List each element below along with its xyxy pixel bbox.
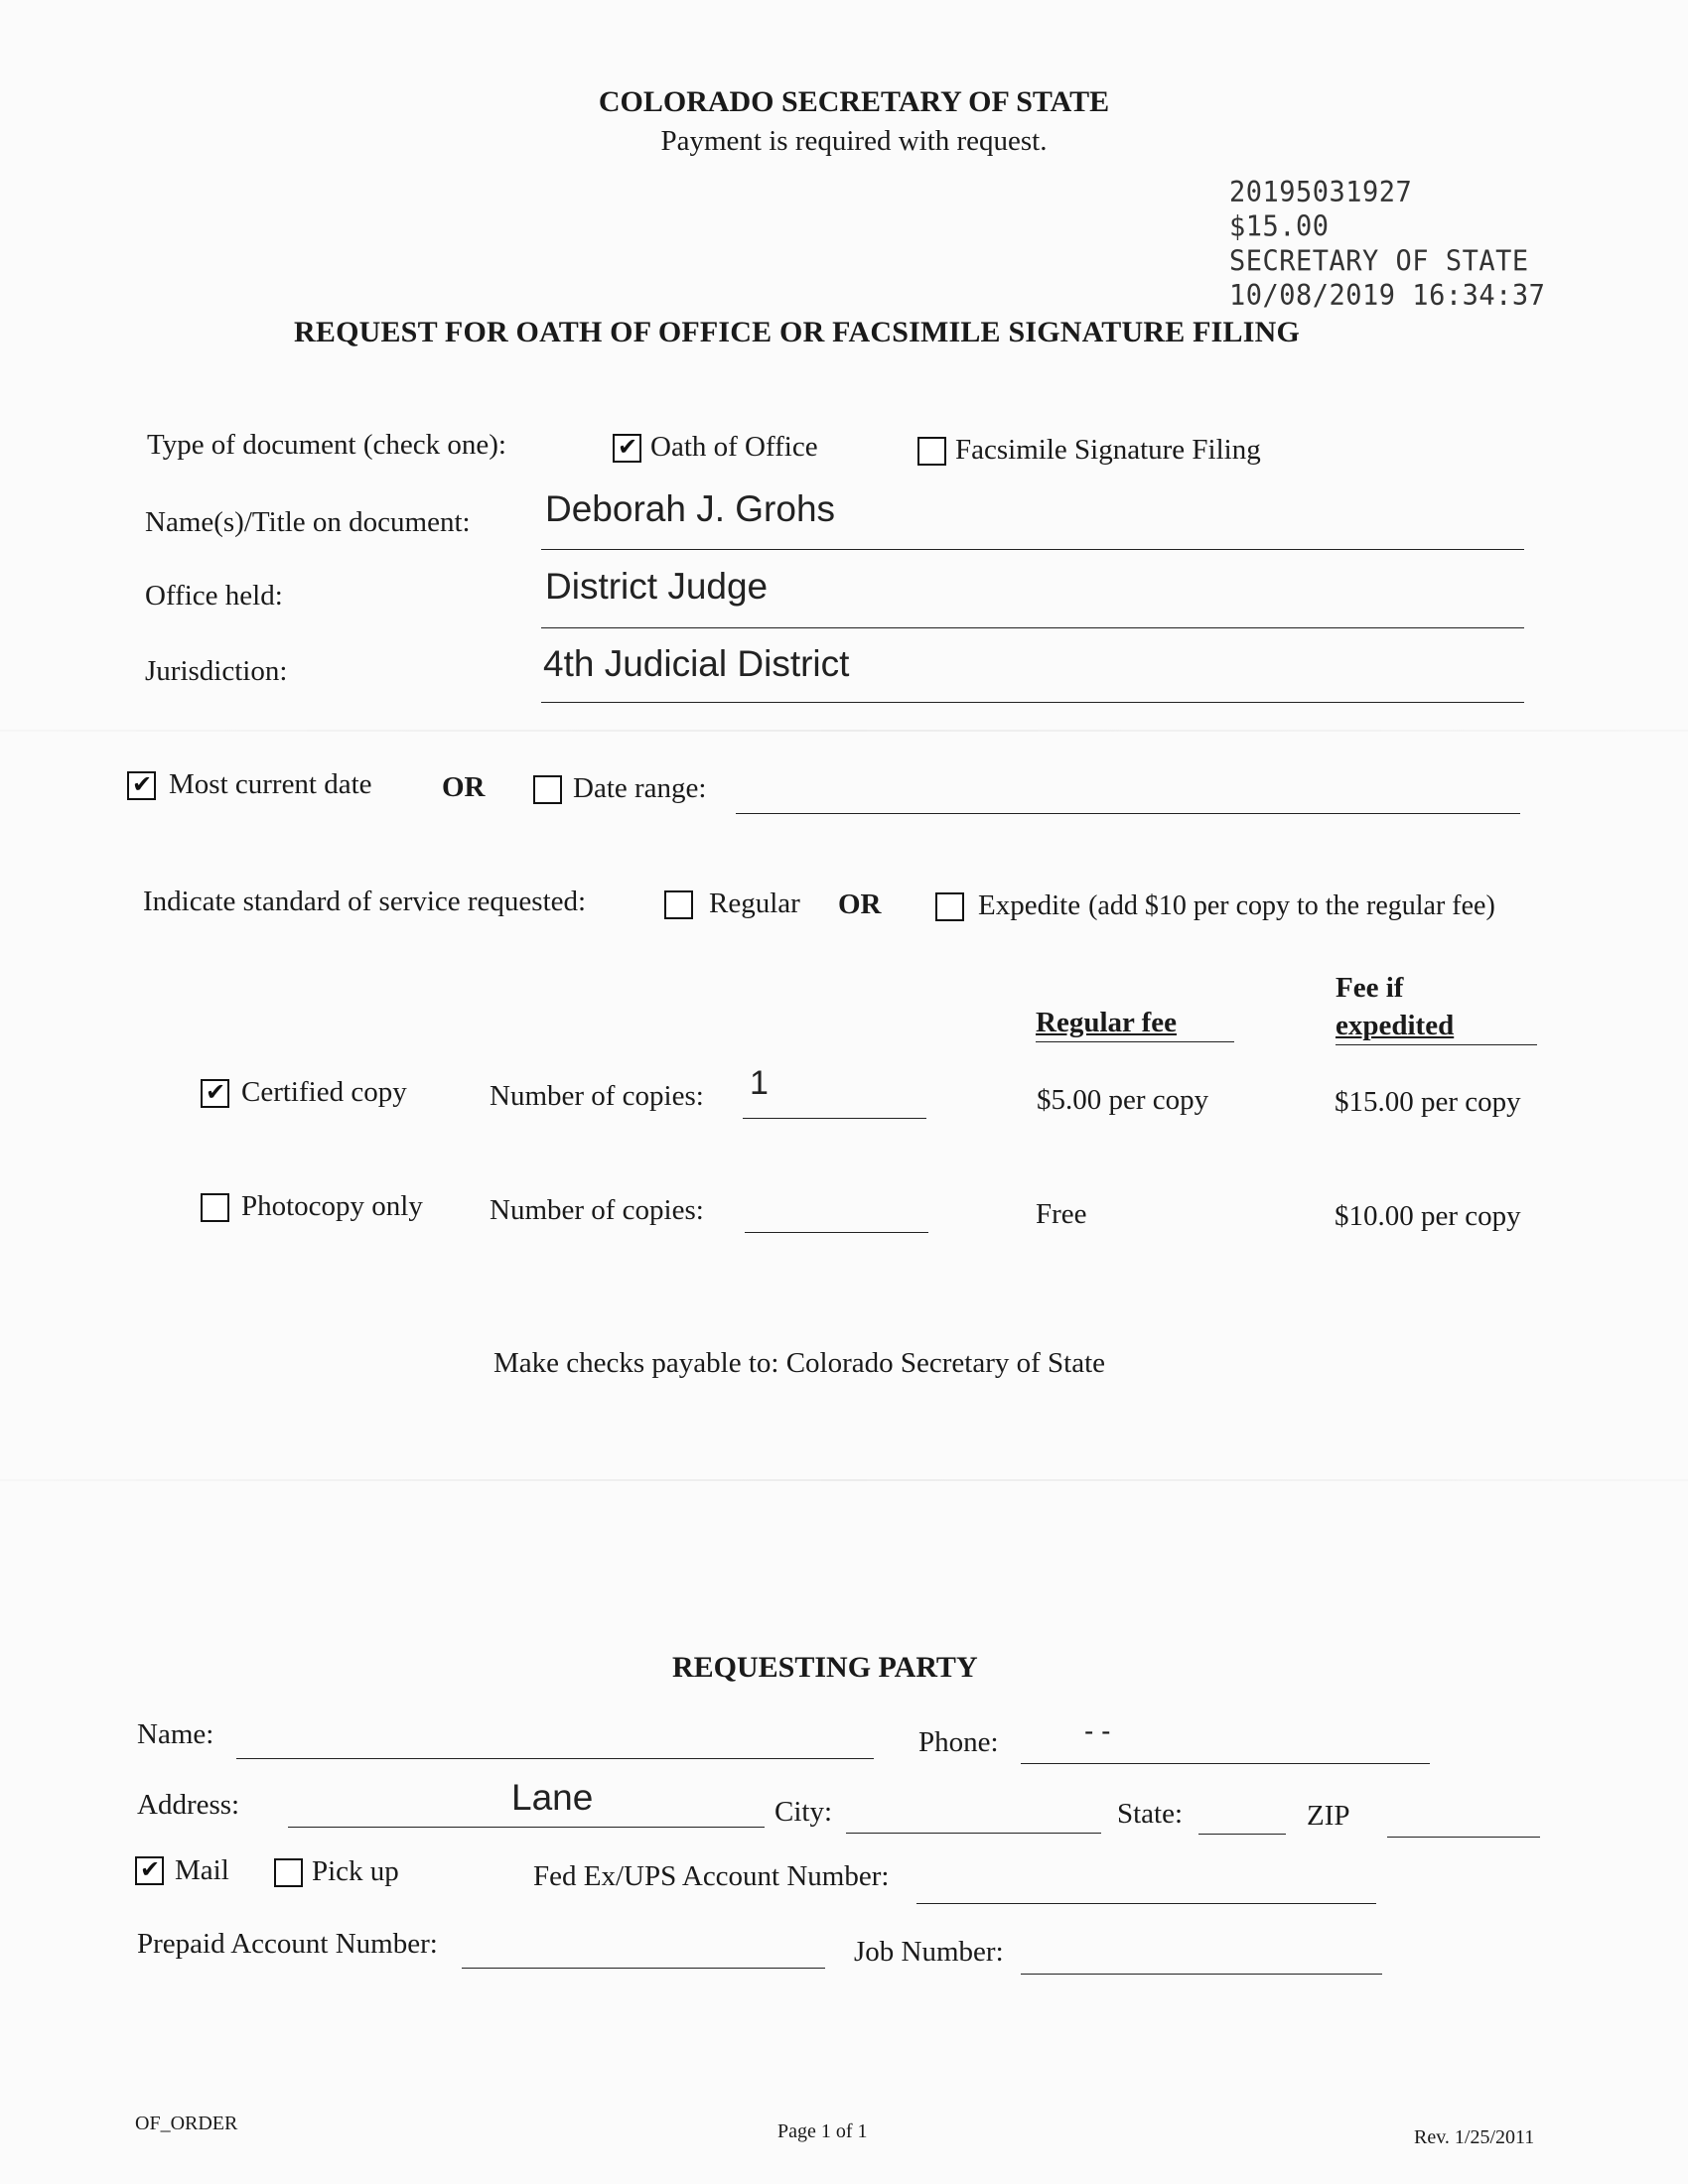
- certified-copy-checkbox[interactable]: [201, 1079, 229, 1108]
- certified-expedited-fee: $15.00 per copy: [1335, 1086, 1521, 1118]
- office-held-value[interactable]: District Judge: [545, 566, 769, 607]
- name-title-line: [541, 549, 1524, 550]
- stamp-amount: $15.00: [1229, 210, 1330, 243]
- stamp-datetime: 10/08/2019 16:34:37: [1229, 279, 1546, 313]
- service-label: Indicate standard of service requested:: [143, 886, 587, 917]
- facsimile-signature-checkbox[interactable]: [917, 437, 946, 466]
- certified-copies-value[interactable]: 1: [750, 1064, 769, 1102]
- photocopy-label: Photocopy only: [241, 1190, 423, 1222]
- party-city-line[interactable]: [846, 1833, 1101, 1834]
- requesting-party-title: REQUESTING PARTY: [672, 1651, 978, 1684]
- stamp-receipt-number: 20195031927: [1229, 176, 1413, 209]
- date-range-label: Date range:: [573, 772, 707, 804]
- expedited-fee-header-line2: expedited: [1336, 1010, 1455, 1041]
- name-title-label: Name(s)/Title on document:: [145, 506, 471, 538]
- regular-service-label: Regular: [709, 887, 800, 919]
- form-code: OF_ORDER: [135, 2113, 238, 2134]
- party-phone-label: Phone:: [918, 1726, 999, 1758]
- prepaid-account-label: Prepaid Account Number:: [137, 1928, 438, 1960]
- party-phone-value[interactable]: - -: [1084, 1715, 1111, 1746]
- job-number-line[interactable]: [1021, 1974, 1382, 1975]
- party-name-line[interactable]: [236, 1758, 874, 1759]
- expedited-fee-header-underline: [1336, 1044, 1537, 1045]
- certified-copies-label: Number of copies:: [490, 1080, 704, 1112]
- revision-date: Rev. 1/25/2011: [1414, 2126, 1535, 2148]
- expedite-service-label: Expedite: [978, 889, 1081, 921]
- form-title: REQUEST FOR OATH OF OFFICE OR FACSIMILE SIGNATURE FILING: [294, 316, 1300, 348]
- photocopy-regular-fee: Free: [1036, 1198, 1087, 1230]
- most-current-date-label: Most current date: [169, 768, 372, 800]
- name-title-value[interactable]: Deborah J. Grohs: [545, 488, 836, 529]
- certified-regular-fee: $5.00 per copy: [1037, 1084, 1209, 1116]
- party-zip-line[interactable]: [1387, 1837, 1540, 1838]
- fedex-ups-line[interactable]: [916, 1903, 1376, 1904]
- photocopy-copies-line[interactable]: [745, 1232, 928, 1233]
- page-number: Page 1 of 1: [777, 2120, 868, 2142]
- service-or-label: OR: [838, 888, 882, 920]
- expedited-fee-header-line1: Fee if: [1336, 972, 1404, 1004]
- pickup-checkbox[interactable]: [274, 1858, 303, 1887]
- jurisdiction-label: Jurisdiction:: [145, 655, 288, 687]
- pickup-label: Pick up: [312, 1855, 399, 1887]
- regular-fee-header-underline: [1036, 1041, 1234, 1042]
- date-range-checkbox[interactable]: [533, 775, 562, 804]
- job-number-label: Job Number:: [854, 1936, 1004, 1968]
- party-city-label: City:: [774, 1796, 833, 1828]
- mail-label: Mail: [175, 1854, 229, 1886]
- photocopy-expedited-fee: $10.00 per copy: [1335, 1200, 1521, 1232]
- party-address-line: [288, 1827, 765, 1828]
- office-held-label: Office held:: [145, 580, 283, 612]
- prepaid-account-line[interactable]: [462, 1968, 825, 1969]
- agency-title: COLORADO SECRETARY OF STATE: [598, 85, 1110, 118]
- party-state-line[interactable]: [1198, 1834, 1286, 1835]
- expedite-service-group: [978, 889, 1495, 922]
- fedex-ups-label: Fed Ex/UPS Account Number:: [533, 1860, 890, 1892]
- date-or-label: OR: [442, 771, 486, 803]
- certified-copies-line: [743, 1118, 926, 1119]
- receipt-stamp: [1229, 176, 1545, 314]
- mail-checkbox[interactable]: [135, 1856, 164, 1885]
- certified-copy-label: Certified copy: [241, 1076, 407, 1108]
- regular-fee-header: Regular fee: [1036, 1007, 1177, 1038]
- checks-payable-note: Make checks payable to: Colorado Secretary of State: [493, 1347, 1106, 1379]
- oath-of-office-label: Oath of Office: [650, 431, 818, 463]
- expedite-service-checkbox[interactable]: [935, 892, 964, 921]
- photocopy-copies-label: Number of copies:: [490, 1194, 704, 1226]
- stamp-agency: SECRETARY OF STATE: [1229, 245, 1529, 278]
- expedite-service-note: (add $10 per copy to the regular fee): [1088, 890, 1495, 921]
- jurisdiction-value[interactable]: 4th Judicial District: [543, 643, 850, 684]
- photocopy-checkbox[interactable]: [201, 1193, 229, 1222]
- party-name-label: Name:: [137, 1718, 214, 1750]
- jurisdiction-line: [541, 702, 1524, 703]
- party-address-value[interactable]: Lane: [511, 1777, 594, 1818]
- date-range-line[interactable]: [736, 813, 1520, 814]
- party-phone-line: [1021, 1763, 1430, 1764]
- facsimile-signature-label: Facsimile Signature Filing: [955, 434, 1261, 466]
- regular-service-checkbox[interactable]: [664, 890, 693, 919]
- document-type-label: Type of document (check one):: [147, 429, 506, 461]
- paper-fold-line: [0, 730, 1688, 732]
- party-state-label: State:: [1117, 1798, 1184, 1830]
- oath-of-office-checkbox[interactable]: [613, 434, 641, 463]
- office-held-line: [541, 627, 1524, 628]
- paper-fold-line: [0, 1479, 1688, 1481]
- payment-note: Payment is required with request.: [660, 125, 1048, 157]
- most-current-date-checkbox[interactable]: [127, 771, 156, 800]
- party-zip-label: ZIP: [1307, 1800, 1350, 1832]
- party-address-label: Address:: [137, 1789, 240, 1821]
